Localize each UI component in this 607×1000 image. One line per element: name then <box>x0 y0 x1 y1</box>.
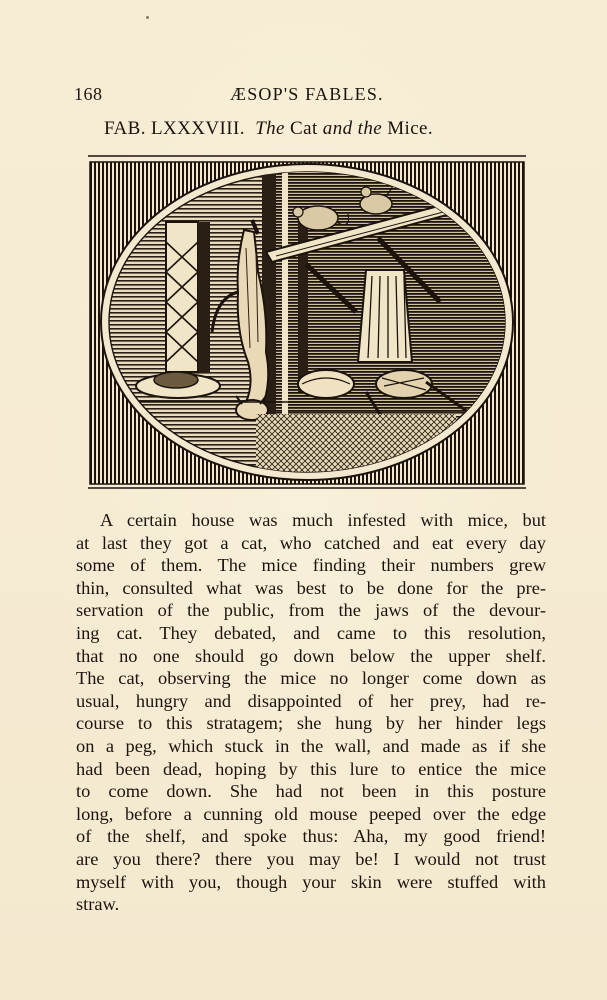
title-word-and: and <box>322 118 353 139</box>
title-word-mice: Mice. <box>387 118 434 139</box>
body-line-3: some of them. The mice finding their numbers grew <box>76 555 546 576</box>
body-line-6: ing cat. They debated, and came to this resolution, <box>76 622 546 643</box>
body-line-4: thin, consulted what was best to be done for the pre- <box>76 577 546 598</box>
page-header <box>74 84 544 108</box>
title-word-cat: Cat <box>290 118 318 139</box>
body-line-15: of the shelf, and spoke thus: Aha, my good friend! <box>76 826 546 847</box>
ink-speck <box>146 16 149 19</box>
fable-number: FAB. LXXXVIII. <box>104 118 245 139</box>
body-line-13: to come down. She had not been in this posture <box>76 781 546 802</box>
body-line-11: on a peg, which stuck in the wall, and made as if she <box>76 735 546 756</box>
fable-body <box>76 509 546 916</box>
page-number: 168 <box>74 84 103 104</box>
body-line-12: had been dead, hoping by this lure to entice the mice <box>76 758 546 779</box>
body-line-1: A certain house was much infested with mice, but <box>100 510 546 530</box>
body-line-2: at last they got a cat, who catched and eat every day <box>76 532 546 553</box>
title-word-the-2: the <box>357 118 383 139</box>
body-line-9: usual, hungry and disappointed of her prey, had re- <box>76 690 546 711</box>
body-line-10: course to this stratagem; she hung by her hinder legs <box>76 713 546 734</box>
body-line-7: that no one should go down below the upper shelf. <box>76 645 546 666</box>
body-line-8: The cat, observing the mice no longer come down as <box>76 668 546 689</box>
body-line-16: are you there? there you may be! I would not trust <box>76 848 546 869</box>
woodcut-illustration <box>86 152 528 492</box>
body-line-5: servation of the public, from the jaws of the devour- <box>76 600 546 621</box>
fable-title <box>104 118 534 140</box>
body-line-18: straw. <box>76 894 120 915</box>
running-head: ÆSOP'S FABLES. <box>230 84 384 104</box>
body-line-17: myself with you, though your skin were stuffed with <box>76 871 546 892</box>
title-word-the: The <box>255 118 285 139</box>
body-line-14: long, before a cunning old mouse peeped over the edge <box>76 803 546 824</box>
